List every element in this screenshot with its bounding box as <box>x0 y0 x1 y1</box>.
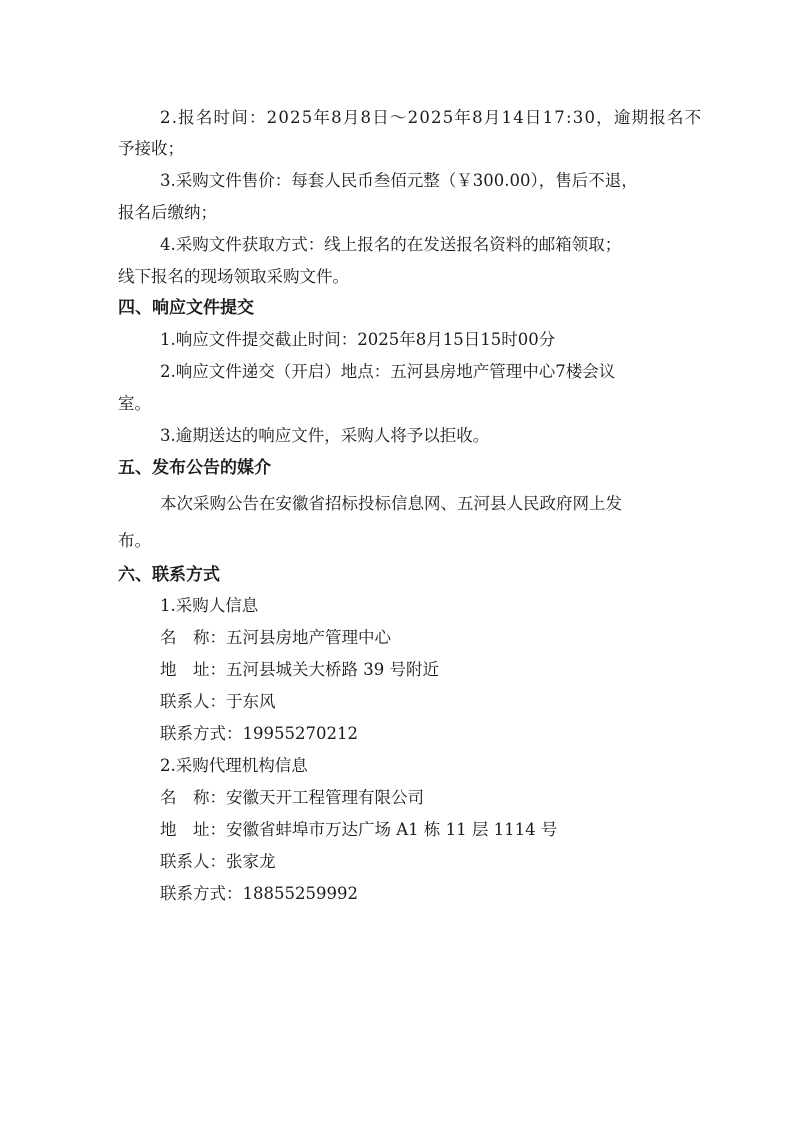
buyer-address: 地 址：五河县城关大桥路 39 号附近 <box>160 660 439 679</box>
submission-location-line-cont: 室。 <box>118 394 151 413</box>
publication-media-line-cont: 布。 <box>118 531 151 550</box>
agent-address: 地 址：安徽省蚌埠市万达广场 A1 栋 11 层 1114 号 <box>160 820 558 839</box>
agent-phone: 联系方式：18855259992 <box>160 884 358 903</box>
buyer-phone: 联系方式：19955270212 <box>160 724 358 743</box>
document-acquisition-line: 4.采购文件获取方式：线上报名的在发送报名资料的邮箱领取； <box>160 235 622 254</box>
document-price-line: 3.采购文件售价：每套人民币叁佰元整（￥300.00），售后不退， <box>160 171 638 190</box>
submission-deadline-line: 1.响应文件提交截止时间：2025年8月15日15时00分 <box>160 330 556 349</box>
section-heading-media: 五、发布公告的媒介 <box>118 458 271 478</box>
buyer-name: 名 称：五河县房地产管理中心 <box>160 628 391 647</box>
agent-contact-person: 联系人：张家龙 <box>160 852 276 871</box>
registration-time-line-cont: 予接收； <box>118 139 184 158</box>
buyer-info-title: 1.采购人信息 <box>160 596 259 615</box>
late-submission-line: 3.逾期送达的响应文件，采购人将予以拒收。 <box>160 426 490 445</box>
submission-location-line: 2.响应文件递交（开启）地点：五河县房地产管理中心7楼会议 <box>160 362 616 381</box>
registration-time-line: 2.报名时间：2025年8月8日～2025年8月14日17:30，逾期报名不 <box>160 108 703 127</box>
document-acquisition-line-cont: 线下报名的现场领取采购文件。 <box>118 267 349 286</box>
buyer-contact-person: 联系人：于东风 <box>160 692 276 711</box>
agent-name: 名 称：安徽天开工程管理有限公司 <box>160 788 424 807</box>
document-price-line-cont: 报名后缴纳； <box>118 203 217 222</box>
agent-info-title: 2.采购代理机构信息 <box>160 756 308 775</box>
section-heading-contact: 六、联系方式 <box>118 565 220 585</box>
publication-media-line: 本次采购公告在安徽省招标投标信息网、五河县人民政府网上发 <box>160 494 622 513</box>
section-heading-submission: 四、响应文件提交 <box>118 298 254 318</box>
